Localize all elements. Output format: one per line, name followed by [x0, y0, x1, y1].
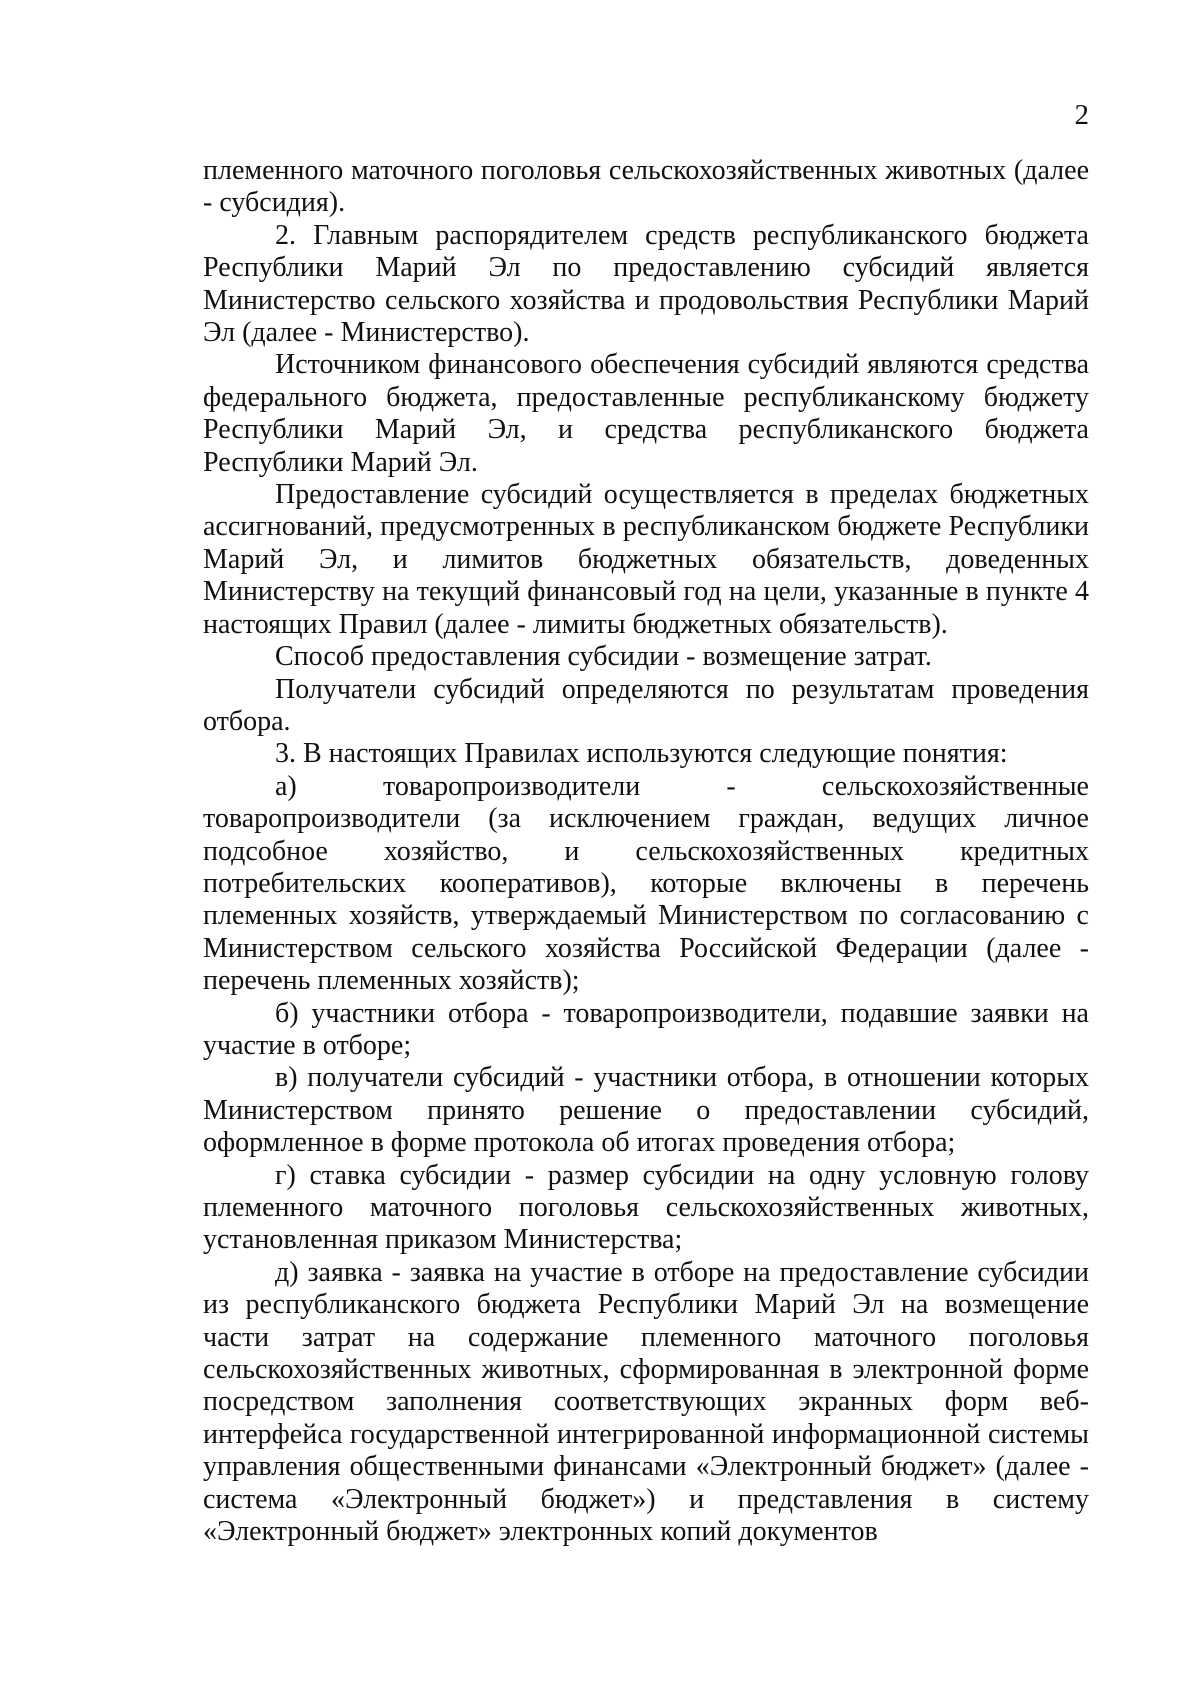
definition-b: б) участники отбора - товаропроизводители, подавшие заявки на участие в отборе;: [203, 997, 1089, 1061]
paragraph-recipients: Получатели субсидий определяются по результатам проведения отбора.: [203, 673, 1089, 737]
paragraph-item-2: 2. Главным распорядителем средств республиканского бюджета Республики Марий Эл по предоставлению субсидий является Министерство сельского хозяйства и продовольствия Республики Марий Эл (далее - Министерство).: [203, 219, 1089, 349]
page-number: 2: [1074, 99, 1089, 131]
definition-v: в) получатели субсидий - участники отбора, в отношении которых Министерством принято решение о предоставлении субсидий, оформленное в форме протокола об итогах проведения отбора;: [203, 1062, 1089, 1159]
paragraph-item-3: 3. В настоящих Правилах используются следующие понятия:: [275, 738, 1008, 770]
definition-a: а) товаропроизводители - сельскохозяйственные товаропроизводители (за исключением граждан, ведущих личное подсобное хозяйство, и сельскохозяйственных кредитных потребительских кооперативов), которые включены в перечень племенных хозяйств, утверждаемый Министерством по согласованию с Министерством сельского хозяйства Российской Федерации (далее - перечень племенных хозяйств);: [203, 770, 1089, 997]
paragraph-budget-limits: Предоставление субсидий осуществляется в пределах бюджетных ассигнований, предусмотренных в республиканском бюджете Республики Марий Эл, и лимитов бюджетных обязательств, доведенных Министерству на текущий финансовый год на цели, указанные в пункте 4 настоящих Правил (далее - лимиты бюджетных обязательств).: [203, 479, 1089, 640]
paragraph-continuation: племенного маточного поголовья сельскохозяйственных животных (далее - субсидия).: [203, 155, 1089, 219]
definition-d: д) заявка - заявка на участие в отборе на предоставление субсидии из республиканского бюджета Республики Марий Эл на возмещение части затрат на содержание племенного маточного поголовья сельскохозяйственных животных, сформированная в электронной форме посредством заполнения соответствующих экранных форм веб-интерфейса государственной интегрированной информационной системы управления общественными финансами «Электронный бюджет» (далее - система «Электронный бюджет») и представления в систему «Электронный бюджет» электронных копий документов: [203, 1256, 1089, 1548]
paragraph-funding-source: Источником финансового обеспечения субсидий являются средства федерального бюджета, предоставленные республиканскому бюджету Республики Марий Эл, и средства республиканского бюджета Республики Марий Эл.: [203, 349, 1089, 478]
paragraph-method: Способ предоставления субсидии - возмещение затрат.: [275, 641, 932, 673]
document-body: [203, 155, 1089, 1548]
definition-g: г) ставка субсидии - размер субсидии на одну условную голову племенного маточного поголовья сельскохозяйственных животных, установленная приказом Министерства;: [203, 1159, 1089, 1256]
